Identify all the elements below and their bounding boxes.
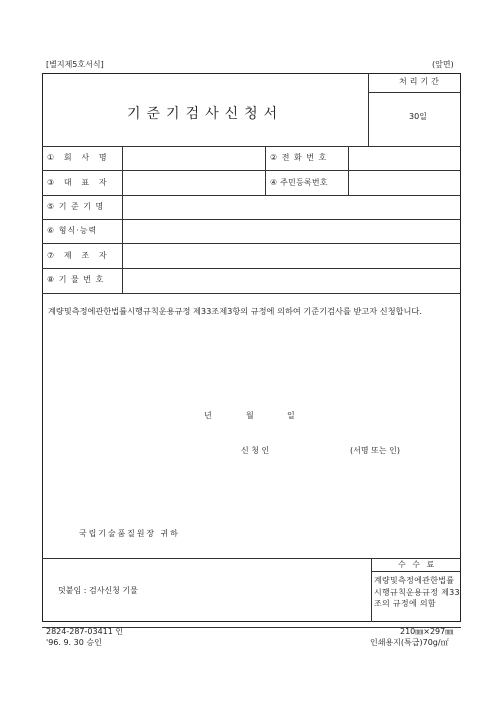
manufacturer-label: ⑦ 제 조 자 <box>47 251 111 260</box>
standard-name-label: ⑤ 기 준 기 명 <box>47 202 105 211</box>
phone-field[interactable] <box>349 147 460 169</box>
resident-id-field[interactable] <box>349 171 460 194</box>
application-statement: 계량및측정에관한법률시행규칙운용규정 제33조제3항의 규정에 의하여 기준기검사를 받고자 신청합니다. <box>48 306 422 316</box>
serial-number-label: ⑧ 기 물 번 호 <box>47 275 105 284</box>
phone-label: ② 전 화 번 호 <box>270 153 328 162</box>
date-month-label: 월 <box>246 411 254 420</box>
processing-period-label: 처리기간 <box>399 77 442 86</box>
date-year-label: 년 <box>204 411 212 420</box>
processing-divider <box>368 73 369 146</box>
fee-divider <box>371 558 372 622</box>
date-day-label: 일 <box>287 411 295 420</box>
paper-size: 210㎜×297㎜ <box>400 627 454 636</box>
manufacturer-field[interactable] <box>123 244 460 267</box>
page-side-label: (앞면) <box>432 60 454 69</box>
form-number: [별지제5호서식] <box>46 60 104 69</box>
form-title: 기준기검사신청서 <box>127 106 284 122</box>
representative-label: ③ 대 표 자 <box>47 178 111 187</box>
resident-id-label: ④ 주민등록번호 <box>270 178 328 187</box>
fee-label: 수 수 료 <box>398 560 437 569</box>
attachment-label: 덧붙임 : 검사신청 기물 <box>58 586 138 595</box>
serial-number-field[interactable] <box>123 269 460 292</box>
middle-column-divider <box>265 146 266 195</box>
processing-period-value: 30일 <box>409 112 427 121</box>
representative-field[interactable] <box>123 171 264 194</box>
company-name-label: ① 회 사 명 <box>47 153 111 162</box>
paper-type: 인쇄용지(특급)70g/㎡ <box>370 638 449 647</box>
recipient-label: 국립기술품질원장 귀하 <box>79 529 180 538</box>
footer-top-line <box>42 558 461 559</box>
applicant-label: 신 청 인 <box>241 446 270 455</box>
fee-text: 계량및측정에관한법률시행규칙운용규정 제33조의 규정에 의함 <box>374 576 460 608</box>
fee-header-line <box>371 571 461 572</box>
type-capacity-label: ⑥ 형식·능력 <box>47 226 98 235</box>
standard-name-field[interactable] <box>123 196 460 218</box>
processing-header-line <box>368 92 461 93</box>
type-capacity-field[interactable] <box>123 220 460 242</box>
approval-date: '96. 9. 30 승인 <box>46 638 102 647</box>
company-name-field[interactable] <box>123 147 264 169</box>
form-code: 2824-287-03411 인 <box>46 627 124 636</box>
row-line <box>42 293 461 294</box>
signature-label: (서명 또는 인) <box>350 446 400 455</box>
